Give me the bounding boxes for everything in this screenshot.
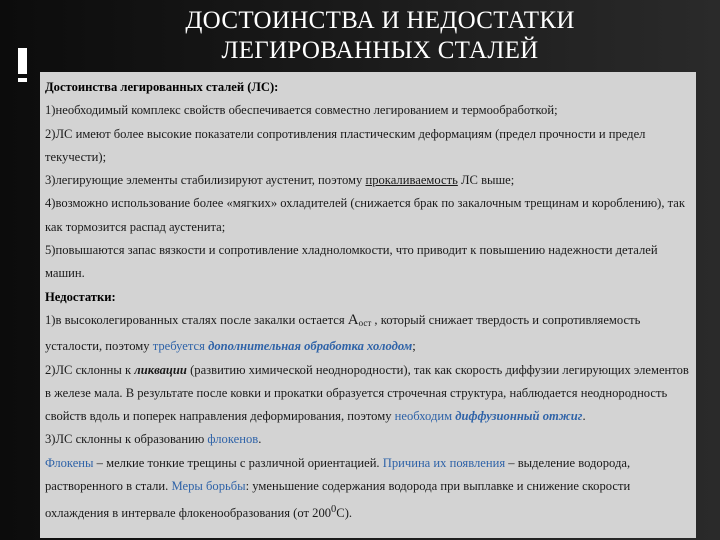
needed-text: необходим [394,409,456,424]
flakes-measures-text: : уменьшение содержания водорода при выплавке и снижение скорости охлаждения в интервале флокенообразования (от 200 [45,479,631,521]
diffusion-annealing-term: диффузионный отжиг [455,409,583,424]
advantage-item-3 [45,169,692,192]
flakes-link-text: флокенов [207,432,259,447]
advantage-item-1: 1)необходимый комплекс свойств обеспечивается совместно легированием и термообработкой; [45,103,558,118]
disadvantage-item-1 [45,309,692,359]
advantage-item-2: 2)ЛС имеют более высокие показатели сопротивления пластическим деформациям (предел прочности и предел текучести); [45,126,646,164]
disadvantage-item-1-text-a: 1)в высоколегированных сталях после закалки остается [45,312,348,327]
disadvantage-item-2-text-b: (развитию химической неоднородности), так как скорость диффузии легирующих элементов в железе мала. В результате после ковки и прокатки образуется строчечная структура, наблюдается неоднородность свойств вдоль и поперек направления деформирования, поэтому [45,362,689,424]
slide-title [40,6,720,66]
requires-text: требуется [152,339,209,354]
residual-austenite-subscript: ост [358,317,372,328]
flakes-definition-text: – мелкие тонкие трещины с различной ориентацией. [93,455,383,470]
hardenability-link[interactable]: прокаливаемость [365,173,458,188]
slide-title-line1: ДОСТОИНСТВА И НЕДОСТАТКИ [185,7,575,34]
flakes-end-text: С). [336,506,353,521]
flakes-definition [45,452,692,526]
disadvantages-heading: Недостатки: [45,289,116,304]
advantage-item-3-text-b: ЛС выше; [457,173,515,188]
slide-title-line2: ЛЕГИРОВАННЫХ СТАЛЕЙ [221,37,539,64]
disadvantage-item-3-text-a: 3)ЛС склонны к образованию [45,432,208,447]
decorative-bar [18,48,27,74]
advantage-item-4: 4)возможно использование более «мягких» охладителей (снижается брак по закалочным трещинам и короблению), так как тормозится распад аустенита; [45,196,686,234]
disadvantage-item-1-text-b: , который снижает твердость и сопротивляемость усталости, поэтому [45,312,641,354]
disadvantage-item-3-text-b: . [258,432,262,447]
liquation-term: ликвации [134,362,187,377]
cold-treatment-term: дополнительная обработка холодом [208,339,413,354]
disadvantage-item-3 [45,428,692,451]
flakes-term: Флокены [45,455,94,470]
flakes-measures-label: Меры борьбы [171,479,246,494]
decorative-bar-small [18,78,27,82]
disadvantage-item-2-text-a: 2)ЛС склонны к [45,362,135,377]
disadvantage-item-1-text-c: ; [412,339,416,354]
residual-austenite-symbol: А [347,311,359,328]
advantage-item-3-text-a: 3)легирующие элементы стабилизируют аустенит, поэтому [45,173,366,188]
advantages-heading: Достоинства легированных сталей (ЛС): [45,80,279,94]
degree-superscript: 0 [331,504,337,516]
content-panel [40,72,696,538]
flakes-cause-text: – выделение водорода, растворенного в стали. [45,455,631,494]
advantage-item-5: 5)повышаются запас вязкости и сопротивление хладноломкости, что приводит к повышению надежности деталей машин. [45,243,658,281]
flakes-cause-label: Причина их появления [382,455,506,470]
disadvantage-item-2 [45,359,692,429]
disadvantage-item-2-text-c: . [582,409,586,424]
